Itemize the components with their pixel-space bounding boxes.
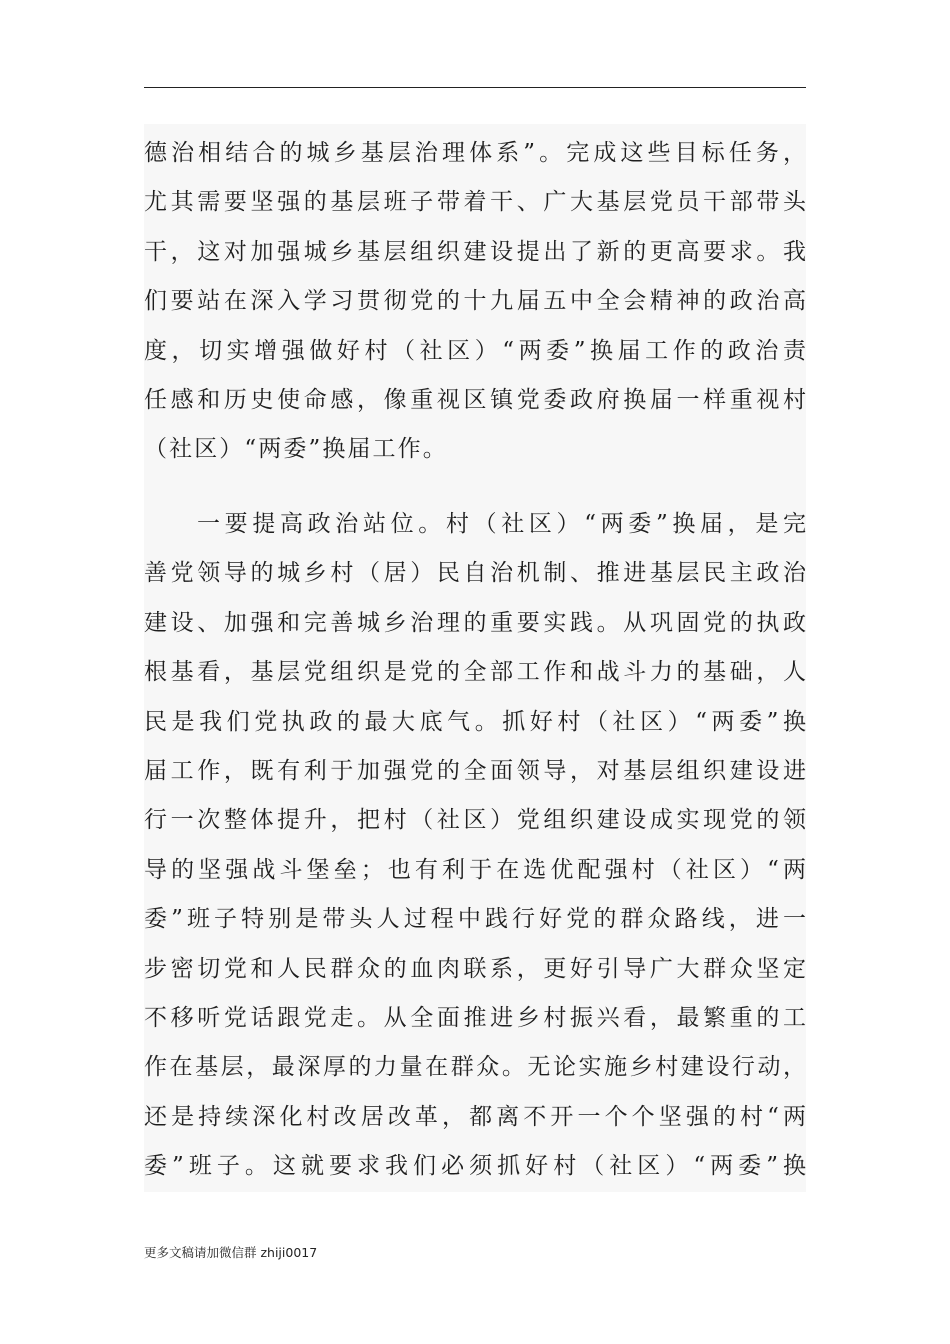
text-line: 不移听党话跟党走。从全面推进乡村振兴看，最繁重的工	[144, 1004, 806, 1031]
document-body	[144, 124, 806, 1192]
text-line: 作在基层，最深厚的力量在群众。无论实施乡村建设行动，	[144, 1054, 806, 1081]
text-line: 一要提高政治站位。村（社区）“两委”换届，是完	[197, 511, 806, 537]
paragraph-1	[144, 129, 806, 475]
text-line: 建设、加强和完善城乡治理的重要实践。从巩固党的执政	[144, 609, 806, 636]
paragraph-2	[144, 500, 806, 1191]
text-line: 们要站在深入学习贯彻党的十九届五中全会精神的政治高	[144, 288, 806, 315]
text-line: 行一次整体提升，把村（社区）党组织建设成实现党的领	[144, 807, 806, 834]
text-line: 届工作，既有利于加强党的全面领导，对基层组织建设进	[144, 757, 806, 784]
text-line: 民是我们党执政的最大底气。抓好村（社区）“两委”换	[144, 708, 806, 735]
text-line: 善党领导的城乡村（居）民自治机制、推进基层民主政治	[144, 560, 806, 587]
text-line: 委”班子特别是带头人过程中践行好党的群众路线，进一	[144, 906, 806, 933]
text-line: 德治相结合的城乡基层治理体系”。完成这些目标任务，	[144, 140, 806, 166]
text-line: 步密切党和人民群众的血肉联系，更好引导广大群众坚定	[144, 955, 806, 982]
text-line: 尤其需要坚强的基层班子带着干、广大基层党员干部带头	[144, 189, 806, 216]
text-line: 根基看，基层党组织是党的全部工作和战斗力的基础，人	[144, 659, 806, 686]
text-line: 任感和历史使命感，像重视区镇党委政府换届一样重视村	[144, 386, 806, 413]
text-line: 干，这对加强城乡基层组织建设提出了新的更高要求。我	[144, 238, 806, 265]
text-line: 还是持续深化村改居改革，都离不开一个个坚强的村“两	[144, 1103, 806, 1130]
footer-note: 更多文稿请加微信群 zhiji0017	[144, 1245, 318, 1260]
text-line: 导的坚强战斗堡垒；也有利于在选优配强村（社区）“两	[144, 856, 806, 883]
header-rule	[144, 87, 806, 88]
text-line: 委”班子。这就要求我们必须抓好村（社区）“两委”换	[144, 1153, 806, 1180]
text-line: 度，切实增强做好村（社区）“两委”换届工作的政治责	[144, 337, 806, 364]
text-line: （社区）“两委”换届工作。	[144, 436, 448, 463]
